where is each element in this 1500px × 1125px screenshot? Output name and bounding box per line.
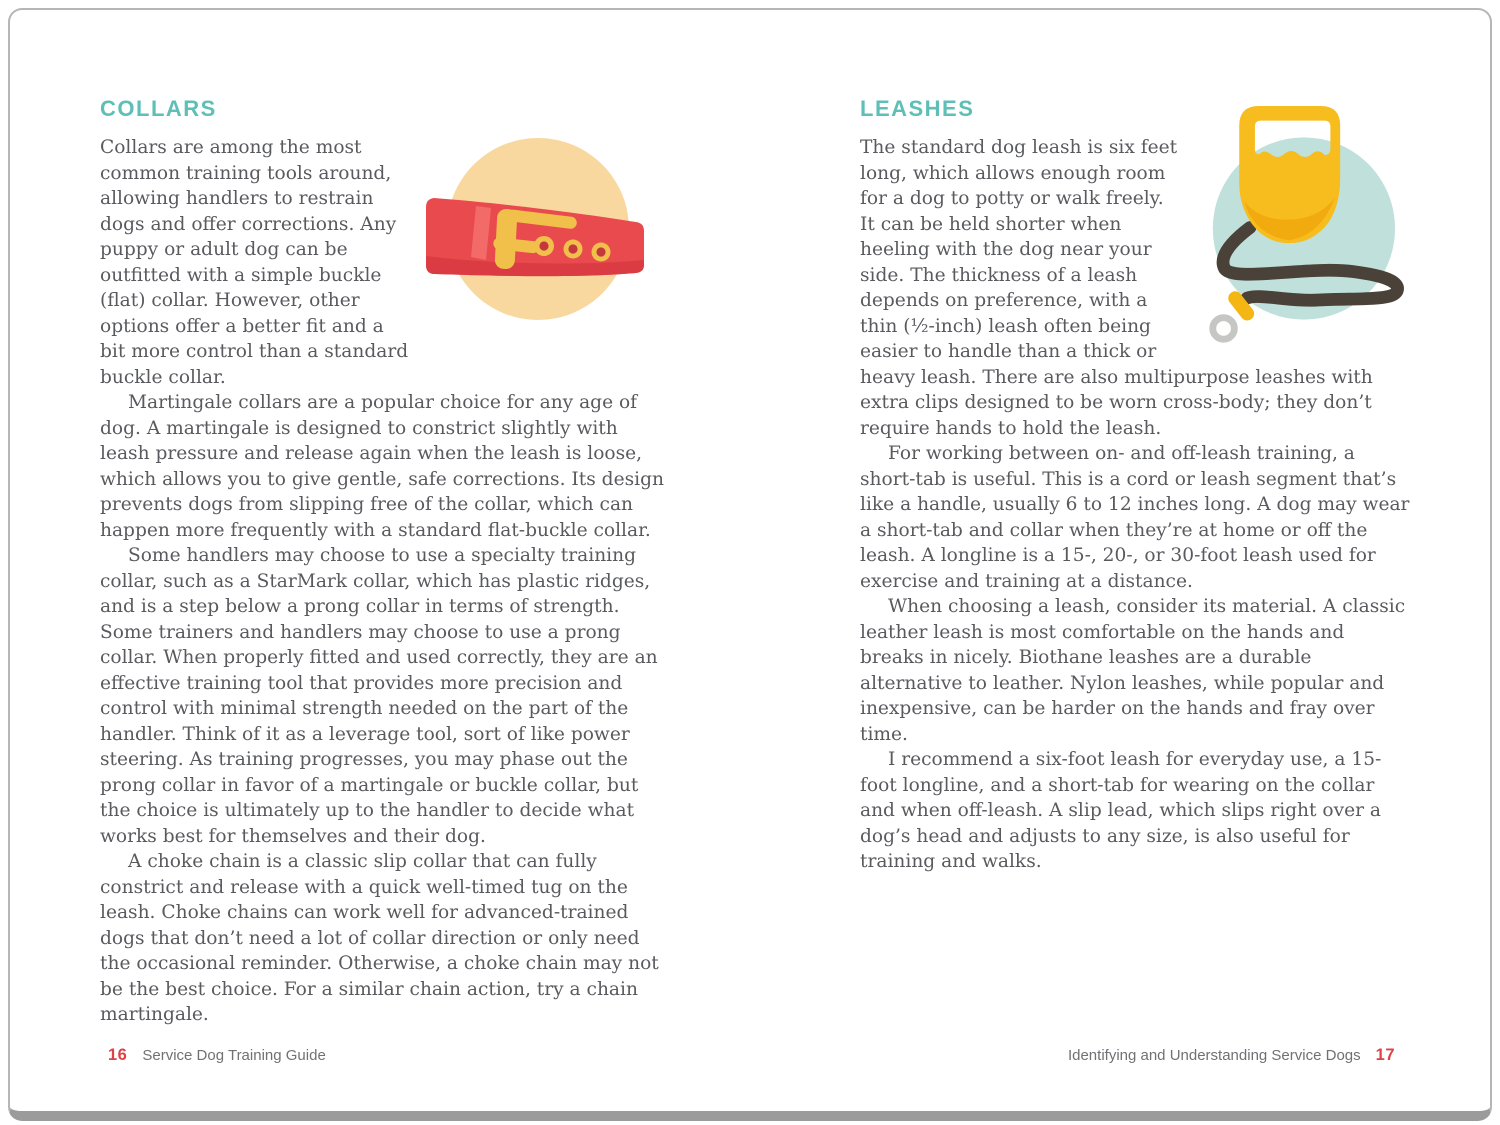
section-heading-collars: COLLARS bbox=[100, 96, 217, 121]
collars-paragraph-4: A choke chain is a classic slip collar that can fully constrict and release with a quick well-timed tug on the leash. Choke chains can work well for advanced-trained dogs that don’t need a lot of collar direction or only need the occasional reminder. Otherwise, a choke chain may not be the best choice. For a similar chain action, try a chain martingale. bbox=[100, 851, 659, 1025]
collars-paragraph-3: Some handlers may choose to use a specialty training collar, such as a StarMark collar, which has plastic ridges, and is a step below a prong collar in terms of strength. Some trainers and handlers may choose to use a prong collar. When properly fitted and used correctly, they are an effective training tool that provides more precision and control with minimal strength needed on the part of the handler. Think of it as a leverage tool, sort of like power steering. As training progresses, you may phase out the prong collar in favor of a martingale or buckle collar, but the choice is ultimately up to the handler to decide what works best for themselves and their dog. bbox=[100, 545, 658, 847]
leashes-paragraph-3: When choosing a leash, consider its material. A classic leather leash is most comfortable on the hands and breaks in nicely. Biothane leashes are a durable alternative to leather. Nylon leashes, while popular and inexpensive, can be harder on the hands and fray over time. bbox=[860, 596, 1406, 745]
section-heading-leashes: LEASHES bbox=[860, 96, 975, 121]
right-page-column bbox=[860, 96, 1410, 875]
leashes-paragraph-1: The standard dog leash is six feet long, which allows enough room for a dog to potty or walk freely. It can be held shorter when heeling with the dog near your side. The thickness of a leash depends on preference, with a thin (½-inch) leash often being easier to handle than a thick or heavy leash. There are also multipurpose leashes with extra clips designed to be worn cross-body; they don’t require hands to hold the leash. bbox=[860, 137, 1373, 439]
running-title-left: Service Dog Training Guide bbox=[142, 1047, 326, 1064]
right-page-footer bbox=[1068, 1046, 1395, 1065]
red-collar-icon bbox=[420, 135, 672, 359]
left-page-footer bbox=[108, 1046, 326, 1065]
book-pages-frame bbox=[8, 8, 1492, 1121]
running-title-right: Identifying and Understanding Service Dogs bbox=[1067, 1047, 1361, 1064]
leashes-paragraph-2: For working between on- and off-leash training, a short-tab is useful. This is a cord or leash segment that’s like a handle, usually 6 to 12 inches long. A dog may wear a short-tab and collar when they’re at home or off the leash. A longline is a 15-, 20-, or 30-foot leash used for exercise and training at a distance. bbox=[860, 443, 1410, 592]
retractable-leash-icon bbox=[1190, 105, 1410, 350]
collars-paragraph-1: Collars are among the most common training tools around, allowing handlers to restrain dogs and offer corrections. Any puppy or adult dog can be outfitted with a simple buckle (flat) collar. However, other options offer a better fit and a bit more control than a standard buckle collar. bbox=[100, 137, 409, 388]
leashes-paragraph-4: I recommend a six-foot leash for everyday use, a 15-foot longline, and a short-tab for wearing on the collar and when off-leash. A slip lead, which slips right over a dog’s head and adjusts to any size, is also useful for training and walks. bbox=[860, 749, 1382, 872]
page-number-right: 17 bbox=[1375, 1046, 1395, 1064]
left-page-column bbox=[100, 96, 672, 1028]
leash-illustration bbox=[1190, 105, 1410, 335]
collars-paragraph-2: Martingale collars are a popular choice for any age of dog. A martingale is designed to constrict slightly with leash pressure and release again when the leash is loose, which allows you to give gentle, safe corrections. Its design prevents dogs from slipping free of the collar, which can happen more frequently with a standard flat-buckle collar. bbox=[100, 392, 664, 541]
collar-illustration bbox=[420, 135, 672, 359]
page-number-left: 16 bbox=[108, 1046, 128, 1064]
